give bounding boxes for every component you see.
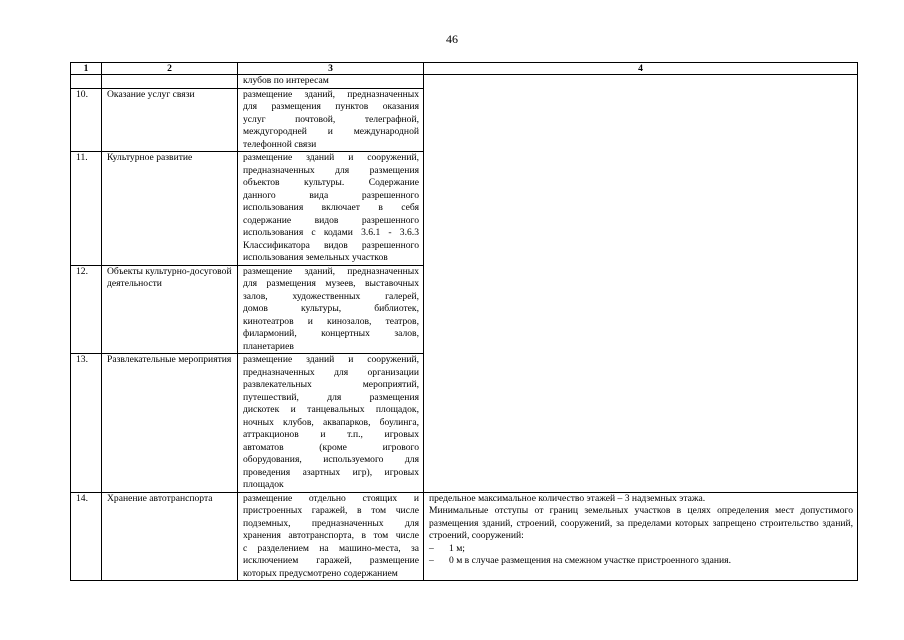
use-type-description <box>238 152 424 266</box>
row-number: 11. <box>71 152 102 266</box>
description-line: содержание видов разрешенного <box>243 214 419 226</box>
description-line: размещение зданий, предназначенных <box>243 88 419 100</box>
column-header-2: 2 <box>102 63 238 75</box>
desc-line: клубов по интересам <box>243 75 329 86</box>
column-header-4: 4 <box>424 63 858 75</box>
description-line: предназначенных для размещения <box>243 164 419 176</box>
description-line: аттракционов и т.п., игровых <box>243 429 419 440</box>
bullet-dash: – <box>429 555 434 566</box>
regulations-table <box>70 62 858 581</box>
setback-bullet <box>429 543 853 556</box>
use-type-description <box>238 492 424 581</box>
min-setbacks-text: Минимальные отступы от границ земельных участков в целях определения мест допустимого размещения зданий, строений, сооружений, за пределами которых запрещено строительство зданий, строений, сооружений: <box>429 505 853 541</box>
description-line: размещение зданий, предназначенных <box>243 265 419 277</box>
table-row <box>71 492 858 581</box>
desc-cell <box>238 75 424 89</box>
use-type-name: Культурное развитие <box>102 152 238 266</box>
parameters-cell <box>424 492 858 581</box>
row-number: 13. <box>71 354 102 493</box>
description-line: исключением гаражей, размещение <box>243 555 419 566</box>
description-line: междугородней и международной <box>243 126 419 137</box>
description-line: проведения азартных игр), игровых <box>243 466 419 478</box>
description-line: использования с кодами 3.6.1 - 3.6.3 <box>243 227 419 238</box>
bullet-text: 0 м в случае размещения на смежном участке пристроенного здания. <box>449 555 731 566</box>
description-line: услуг почтовой, телеграфной, <box>243 113 419 125</box>
description-line: оборудования, используемого для <box>243 454 419 465</box>
description-line: планетариев <box>243 340 294 352</box>
description-line: с разделением на машино-места, за <box>243 542 419 554</box>
use-type-name: Оказание услуг связи <box>102 88 238 152</box>
use-type-description <box>238 354 424 493</box>
description-line: площадок <box>243 479 284 490</box>
params-cell-empty <box>424 75 858 493</box>
row-number: 10. <box>71 88 102 152</box>
column-header-3: 3 <box>238 63 424 75</box>
description-line: размещение зданий и сооружений, <box>243 354 419 365</box>
max-floors-text: предельное максимальное количество этажей – 3 надземных этажа. <box>429 492 706 504</box>
row-number: 12. <box>71 265 102 354</box>
description-line: пристроенных гаражей, в том числе <box>243 505 419 516</box>
row-number: 14. <box>71 492 102 581</box>
continuation-row <box>71 75 858 89</box>
num-cell <box>71 75 102 89</box>
description-line: филармоний, концертных залов, <box>243 328 419 339</box>
setback-bullet <box>429 555 853 568</box>
description-line: телефонной связи <box>243 138 317 150</box>
table-header-row <box>71 63 858 75</box>
use-type-description <box>238 265 424 354</box>
use-type-name: Хранение автотранспорта <box>102 492 238 581</box>
name-cell <box>102 75 238 89</box>
description-line: ночных клубов, аквапарков, боулинга, <box>243 416 419 428</box>
description-line: домов культуры, библиотек, <box>243 303 419 314</box>
description-line: автоматов (кроме игрового <box>243 441 419 453</box>
page-number: 46 <box>446 32 458 46</box>
description-line: данного вида разрешенного <box>243 189 419 201</box>
description-line: подземных, предназначенных для <box>243 517 419 529</box>
description-line: использования земельных участков <box>243 252 388 263</box>
description-line: Классификатора видов разрешенного <box>243 239 419 251</box>
bullet-text: 1 м; <box>449 542 465 554</box>
description-line: размещение зданий и сооружений, <box>243 152 419 163</box>
description-line: которых предусмотрено содержанием <box>243 567 398 579</box>
bullet-dash: – <box>429 542 434 554</box>
description-line: для размещения музеев, выставочных <box>243 278 419 289</box>
description-line: кинотеатров и кинозалов, театров, <box>243 315 419 327</box>
description-line: развлекательных мероприятий, <box>243 379 419 390</box>
use-type-description <box>238 88 424 152</box>
description-line: путешествий, для размещения <box>243 391 419 403</box>
column-header-1: 1 <box>71 63 102 75</box>
description-line: залов, художественных галерей, <box>243 290 419 302</box>
description-line: дискотек и танцевальных площадок, <box>243 404 419 415</box>
description-line: предназначенных для организации <box>243 366 419 378</box>
use-type-name: Объекты культурно-досуговой деятельности <box>102 265 238 354</box>
use-type-name: Развлекательные мероприятия <box>102 354 238 493</box>
description-line: хранения автотранспорта, в том числе <box>243 530 419 541</box>
description-line: размещение отдельно стоящих и <box>243 492 419 504</box>
description-line: объектов культуры. Содержание <box>243 177 419 188</box>
description-line: для размещения пунктов оказания <box>243 101 419 112</box>
description-line: использования включает в себя <box>243 202 419 213</box>
